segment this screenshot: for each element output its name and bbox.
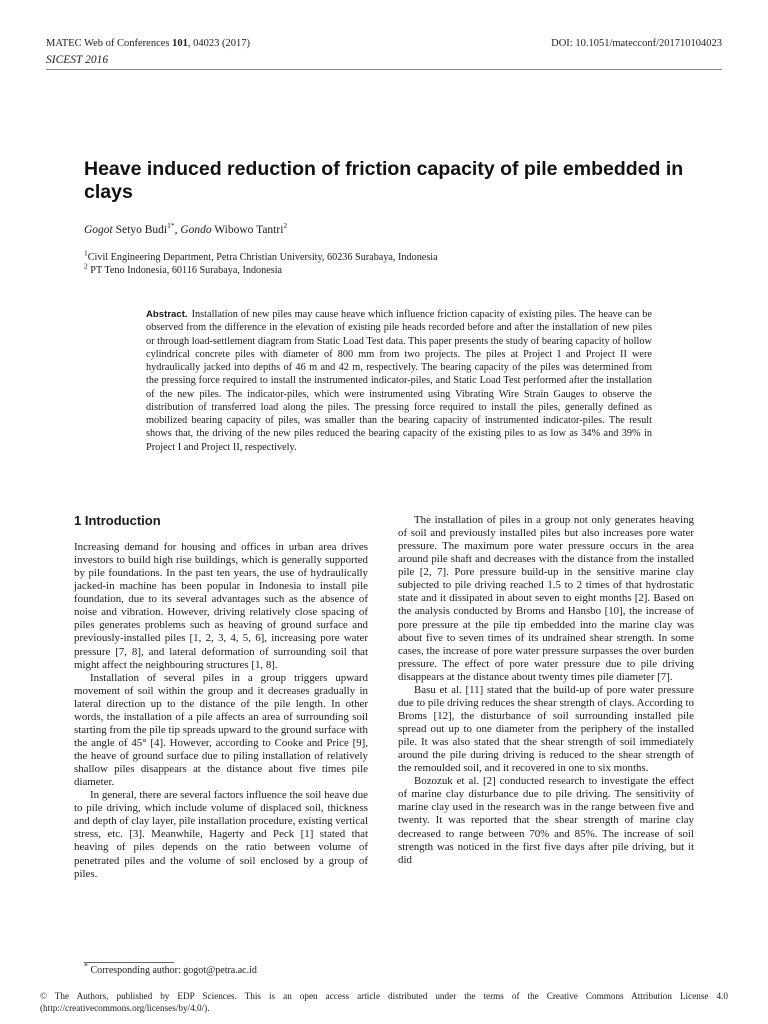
author-separator: ,: [174, 224, 181, 236]
affiliation-text: Civil Engineering Department, Petra Christian University, 60236 Surabaya, Indonesia: [87, 252, 438, 263]
abstract-text: Installation of new piles may cause heave which influence friction capacity of existing piles. The heave can be observed from the difference in the elevation of existing pile heads recorded before and after the installation of new piles or through load-settlement diagram from Static Load Test data. This paper presents the study of bearing capacity of hollow cylindrical concrete piles with diameter of 800 mm from two projects. The piles at Project I and Project II were hydraulically jacked into depths of 46 m and 42 m, respectively. The bearing capacity of the piles was determined from the pressing force required to install the instrumented indicator-piles, and Static Load Test performed after the installation of the new piles. The indicator-piles, which were instrumented using Vibrating Wire Strain Gauges to observe the distribution of transferred load along the piles. The pressing force required to install the piles, generally defined as mobilized bearing capacity of piles, was smaller than the bearing capacity of instrumented indicator-piles. The result shows that, the driving of the new piles reduced the bearing capacity of the existing piles to as low as 34% and 39% in Project I and Project II, respectively.: [146, 309, 652, 453]
author-2-last-name: Wibowo Tantri: [211, 224, 284, 236]
header-rule: [46, 69, 722, 70]
author-2-affiliation-mark: 2: [283, 221, 288, 231]
affiliation-2: [84, 261, 283, 277]
paragraph: The installation of piles in a group not only generates heaving of soil and previously installed piles but also increases pore water pressure. The maximum pore water pressure occurs in the area around pile shaft and decreases with the distance from the installed pile [2, 7]. Pore pressure build-up in the sensitive marine clay subjected to pile driving reached 1.5 to 2 times of that hydrostatic state and it dissipated in about seven to eight months [2]. Based on the analysis conducted by Broms and Hansbo [10], the increase of pore pressure at the pile tip embedded into the marine clay was about five to seven times of its undrained shear strength. In some cases, the increase of pore water pressure surpasses the over burden pressure. The effect of pore water pressure due to pile driving disappears at the distance about twenty times pile diameter [7].: [398, 514, 694, 683]
paragraph: Basu et al. [11] stated that the build-up of pore water pressure due to pile driving reduces the shear strength of clays. According to Broms [12], the disturbance of soil surrounding installed pile spread out up to one diameter from the periphery of the installed pile. It was also stated that the shear strength of soil immediately around the pile during driving is reduced to the shear strength of the remoulded soil, and it recovered in one to six months.: [398, 683, 694, 775]
affiliation-1: [84, 248, 438, 264]
footnote-mark: *: [84, 961, 88, 971]
paragraph: In general, there are several factors influence the soil heave due to pile driving, which include volume of displaced soil, thickness and depth of clay layer, pile installation procedure, existing vertical stress, etc. [3]. Meanwhile, Hagerty and Peck [1] stated that heaving of piles depends on the ratio between volume of penetrated piles and the volume of soil enclosed by a group of piles.: [74, 789, 368, 880]
section-heading: 1 Introduction: [74, 513, 161, 528]
journal-volume: 101: [172, 38, 188, 49]
journal-citation: [46, 38, 250, 49]
author-line: [84, 221, 288, 236]
journal-name: MATEC Web of Conferences: [46, 38, 173, 49]
conference-name: SICEST 2016: [46, 54, 109, 66]
author-2-first-name: Gondo: [180, 224, 212, 236]
author-1-affiliation-mark: 1*: [167, 221, 175, 231]
corresponding-author: Corresponding author: gogot@petra.ac.id: [88, 965, 257, 976]
abstract-label: Abstract.: [146, 309, 188, 320]
paragraph: Increasing demand for housing and offices in urban area drives investors to build high rise buildings, which is generally supported by pile foundations. In the past ten years, the use of hydraulically jacked-in machine has been popular in Indonesia to install pile foundation, due to its several advantages such as the absence of noise and vibration. However, driving relatively close spacing of piles generates problems such as heaving of ground surface and previously-installed piles [1, 2, 3, 4, 5, 6], increasing pore water pressure [7, 8], and lateral deformation of surrounding soil that might affect the neighbouring structures [1, 8].: [74, 541, 368, 671]
left-column: [74, 541, 368, 881]
footnote: [84, 961, 257, 976]
right-column: [398, 514, 694, 867]
paragraph: Installation of several piles in a group triggers upward movement of soil within the group and it decreases gradually in lateral direction up to the distance of the pile length. In other words, the installation of a pile affects an area of surrounding soil starting from the pile tip spreads upward to the ground surface with the angle of 45° [4]. However, according to Cooke and Price [9], the heave of ground surface due to piling installation of relatively shallow piles disappears at the distance about five times pile diameter.: [74, 671, 368, 789]
license-notice: © The Authors, published by EDP Sciences. This is an open access article distributed under the terms of the Creative Commons Attribution License 4.0 (http://creativecommons.org/licenses/by/4.0/).: [40, 991, 728, 1013]
affiliation-text: PT Teno Indonesia, 60116 Surabaya, Indonesia: [87, 265, 283, 276]
author-1-first-name: Gogot: [84, 224, 113, 236]
doi: DOI: 10.1051/matecconf/201710104023: [551, 38, 722, 49]
abstract: [146, 308, 652, 454]
footnote-rule: [84, 962, 174, 963]
paragraph: Bozozuk et al. [2] conducted research to investigate the effect of marine clay disturbance due to pile driving. The sensitivity of marine clay used in the research was in the range between five and twenty. It was reported that the shear strength of marine clay decreased to range between 70% and 85%. The increase of soil strength was noticed in the first five days after pile driving, but it did: [398, 775, 694, 866]
journal-article-number: , 04023 (2017): [187, 38, 250, 49]
author-1-last-name: Setyo Budi: [112, 224, 168, 236]
paper-title: Heave induced reduction of friction capacity of pile embedded in clays: [84, 158, 684, 203]
affiliation-mark: 1: [84, 248, 88, 258]
affiliation-mark: 2: [84, 261, 88, 271]
